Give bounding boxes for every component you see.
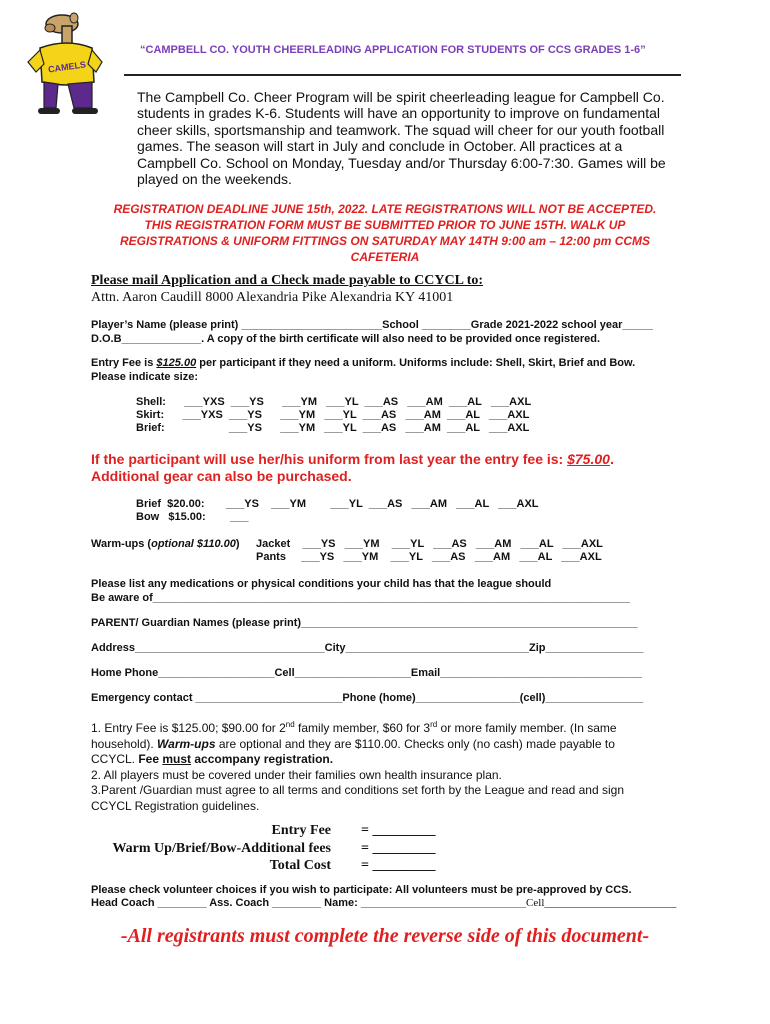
- additional-gear-line: Additional gear can also be purchased.: [91, 468, 352, 484]
- totals-value[interactable]: = _________: [361, 823, 436, 838]
- volunteer-cell[interactable]: Cell________________________: [526, 897, 677, 909]
- reverse-side-notice: -All registrants must complete the reverse side of this document-: [120, 925, 650, 947]
- pants-sizes[interactable]: Pants ___YS ___YM ___YL ___AS ___AM ___AL ___AXL: [256, 551, 602, 563]
- volunteer-choices[interactable]: [91, 897, 701, 910]
- brief-gear-sizes[interactable]: Brief $20.00: ___YS ___YM ___YL ___AS ___AM ___AL ___AXL: [136, 498, 539, 510]
- note-1-line-1: [91, 717, 624, 737]
- address-field[interactable]: Address_______________________________City______________________________Zip________________: [91, 642, 644, 654]
- totals-row: [91, 857, 435, 875]
- totals-row: [91, 822, 435, 840]
- deadline-line: CAFETERIA: [350, 250, 420, 264]
- entry-fee-text: per participant if they need a uniform. Uniforms include: Shell, Skirt, Brief and Bow.: [196, 357, 636, 369]
- warmups-label: [91, 538, 240, 551]
- deadline-line: THIS REGISTRATION FORM MUST BE SUBMITTED PRIOR TO JUNE 15TH. WALK UP: [144, 218, 626, 232]
- bow-gear-line[interactable]: Bow $15.00: ___: [136, 511, 249, 523]
- totals-label: Entry Fee: [271, 823, 331, 838]
- entry-fee-line: [91, 357, 635, 370]
- gear-size-grid: [136, 498, 539, 524]
- deadline-line: REGISTRATIONS & UNIFORM FITTINGS ON SATURDAY MAY 14TH 9:00 am – 12:00 pm CCMS: [119, 234, 651, 248]
- intro-line: The Campbell Co. Cheer Program will be spirit cheerleading league for Campbell Co.: [137, 89, 665, 105]
- returning-fee-line: [91, 451, 614, 467]
- mascot-text: CAMELS: [47, 59, 87, 75]
- title-divider: [124, 74, 681, 76]
- returning-fee-text: .: [609, 451, 614, 467]
- deadline-notice: [60, 201, 710, 265]
- note-superscript: nd: [285, 720, 295, 729]
- intro-line: students in grades K-6. Students will have an opportunity to improve on fundamental: [137, 105, 660, 122]
- entry-fee-amount: $125.00: [156, 357, 197, 369]
- shell-sizes[interactable]: Shell: ___YXS ___YS ___YM ___YL ___AS ___AM ___AL ___AXL: [136, 396, 532, 408]
- camel-mascot-icon: [22, 8, 104, 116]
- totals-value[interactable]: = _________: [361, 840, 436, 856]
- note-superscript: rd: [430, 720, 438, 729]
- totals-row: [91, 840, 435, 858]
- note-emphasis: accompany registration.: [191, 752, 334, 767]
- skirt-sizes[interactable]: Skirt: ___YXS ___YS ___YM ___YL ___AS ___AM ___AL ___AXL: [136, 409, 530, 421]
- warmups-size-grid: [256, 538, 603, 564]
- entry-fee-text: Entry Fee is: [91, 357, 157, 369]
- dob-line: D.O.B_____________. A copy of the birth certificate will also need to be provided once registered.: [91, 333, 601, 345]
- note-text: household).: [91, 736, 158, 751]
- note-emphasis: must: [162, 752, 192, 767]
- note-text: family member, $60 for 3: [294, 721, 431, 735]
- note-emphasis: Warm-ups: [157, 736, 216, 751]
- intro-line: Campbell Co. School on Monday, Tuesday and/or Thursday 6:00-7:30. Games will be: [137, 154, 666, 171]
- note-text: CCYCL.: [91, 752, 139, 767]
- warmups-price: optional $110.00: [151, 538, 236, 550]
- player-name-line: Player’s Name (please print) _______________________School ________Grade 2021-2022 school year_____: [91, 319, 654, 331]
- fee-notes: [91, 717, 624, 815]
- size-instruction: Please indicate size:: [91, 371, 198, 383]
- returning-fee-text: If the participant will use her/his uniform from last year the entry fee is:: [91, 451, 568, 467]
- note-text: 1. Entry Fee is $125.00; $90.00 for 2: [91, 721, 286, 735]
- page-title: “CAMPBELL CO. YOUTH CHEERLEADING APPLICATION FOR STUDENTS OF CCS GRADES 1-6”: [140, 44, 646, 56]
- intro-line: played on the weekends.: [137, 171, 292, 188]
- note-text: are optional and they are $110.00. Checks only (no cash) made payable to: [215, 736, 615, 751]
- note-2: 2. All players must be covered under their families own health insurance plan.: [91, 767, 502, 782]
- totals-table: [91, 822, 435, 875]
- intro-line: cheer skills, sportsmanship and teamwork. The squad will cheer for our youth football: [137, 121, 665, 138]
- totals-label: Warm Up/Brief/Bow-Additional fees: [112, 840, 331, 856]
- mail-heading: Please mail Application and a Check made payable to CCYCL to:: [91, 273, 484, 288]
- note-1-line-3: [91, 752, 624, 768]
- intro-line: games. The season will start in July and conclude in October. All practices at a: [137, 138, 623, 155]
- note-1-line-2: [91, 737, 624, 753]
- totals-label: Total Cost: [269, 858, 331, 873]
- mail-address: Attn. Aaron Caudill 8000 Alexandria Pike Alexandria KY 41001: [91, 290, 454, 305]
- jacket-sizes[interactable]: Jacket ___YS ___YM ___YL ___AS ___AM ___AL ___AXL: [256, 538, 603, 550]
- note-emphasis: Fee: [138, 752, 163, 767]
- phone-field[interactable]: Home Phone___________________Cell___________________Email_________________________________: [91, 667, 643, 679]
- guardian-field[interactable]: PARENT/ Guardian Names (please print)_______________________________________________________: [91, 617, 638, 629]
- returning-fee-amount: $75.00: [567, 451, 610, 467]
- note-text: or more family member. (In same: [437, 721, 617, 735]
- deadline-line: REGISTRATION DEADLINE JUNE 15th, 2022. LATE REGISTRATIONS WILL NOT BE ACCEPTED.: [113, 202, 657, 216]
- medications-field[interactable]: Be aware of______________________________________________________________________________: [91, 592, 630, 604]
- volunteer-instruction: Please check volunteer choices if you wish to participate: All volunteers must be pre-approved by CCS.: [91, 884, 632, 896]
- note-3-line-2: CCYCL Registration guidelines.: [91, 798, 260, 813]
- volunteer-roles[interactable]: Head Coach ________ Ass. Coach ________ Name: ___________________________: [91, 897, 527, 909]
- note-3-line-1: 3.Parent /Guardian must agree to all terms and conditions set forth by the League and read and sign: [91, 783, 624, 798]
- emergency-contact-field[interactable]: Emergency contact ________________________Phone (home)_________________(cell)________________: [91, 692, 644, 704]
- totals-value[interactable]: = _________: [361, 858, 436, 873]
- warmups-text: Warm-ups (: [91, 538, 152, 550]
- uniform-size-grid: [136, 396, 531, 435]
- warmups-text: ): [235, 538, 240, 550]
- brief-sizes[interactable]: Brief: ___YS ___YM ___YL ___AS ___AM ___AL ___AXL: [136, 422, 530, 434]
- intro-paragraph: [137, 89, 666, 187]
- medications-line: Please list any medications or physical conditions your child has that the league should: [91, 578, 552, 590]
